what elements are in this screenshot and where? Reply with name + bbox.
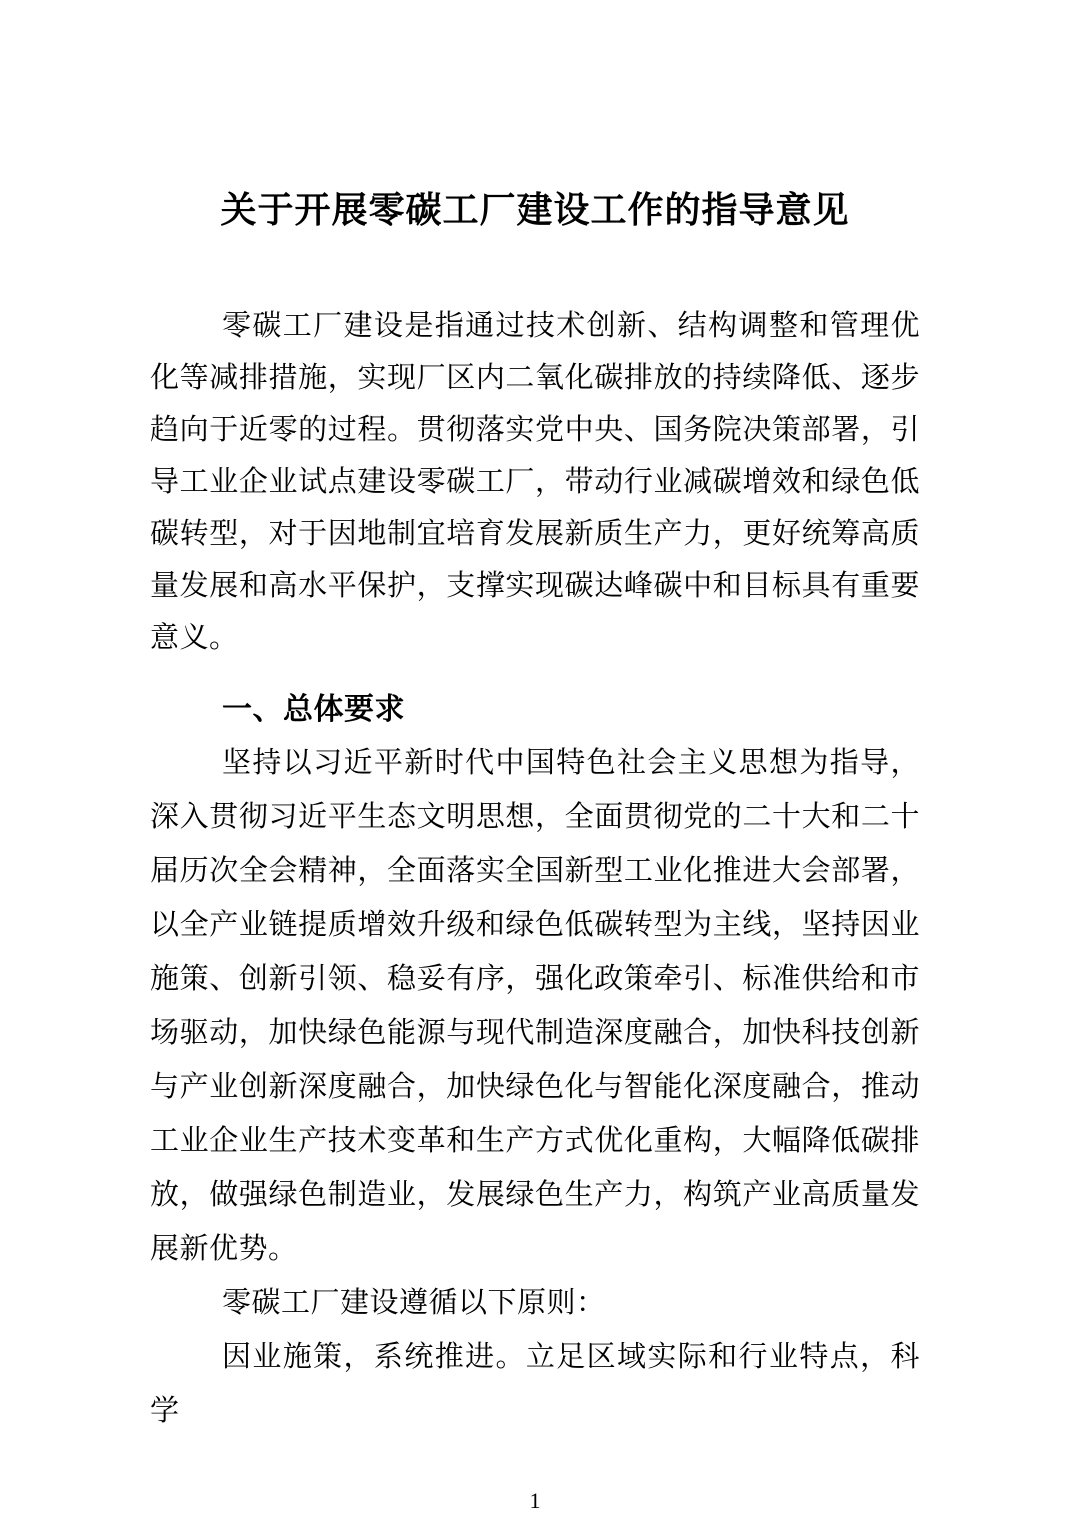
document-title: 关于开展零碳工厂建设工作的指导意见 [220,190,850,230]
paragraph-principle-first: 因业施策，系统推进。立足区域实际和行业特点，科学 [150,1341,920,1427]
paragraph-principles-lead-in: 零碳工厂建设遵循以下原则： [222,1287,606,1319]
paragraph-guiding-ideology: 坚持以习近平新时代中国特色社会主义思想为指导，深入贯彻习近平生态文明思想，全面贯彻党的二十大和二十届历次全会精神，全面落实全国新型工业化推进大会部署，以全产业链提质增效升级和绿色低碳转型为主线，坚持因业施策、创新引领、稳妥有序，强化政策牵引、标准供给和市场驱动，加快绿色能源与现代制造深度融合，加快科技创新与产业创新深度融合，加快绿色化与智能化深度融合，推动工业企业生产技术变革和生产方式优化重构，大幅降低碳排放，做强绿色制造业，发展绿色生产力，构筑产业高质量发展新优势。 [150,747,920,1265]
page-number: 1 [529,1488,541,1513]
paragraph-intro: 零碳工厂建设是指通过技术创新、结构调整和管理优化等减排措施，实现厂区内二氧化碳排放的持续降低、逐步趋向于近零的过程。贯彻落实党中央、国务院决策部署，引导工业企业试点建设零碳工厂，带动行业减碳增效和绿色低碳转型，对于因地制宜培育发展新质生产力，更好统筹高质量发展和高水平保护，支撑实现碳达峰碳中和目标具有重要意义。 [150,310,920,654]
section-heading-overall-requirements: 一、总体要求 [222,693,405,726]
